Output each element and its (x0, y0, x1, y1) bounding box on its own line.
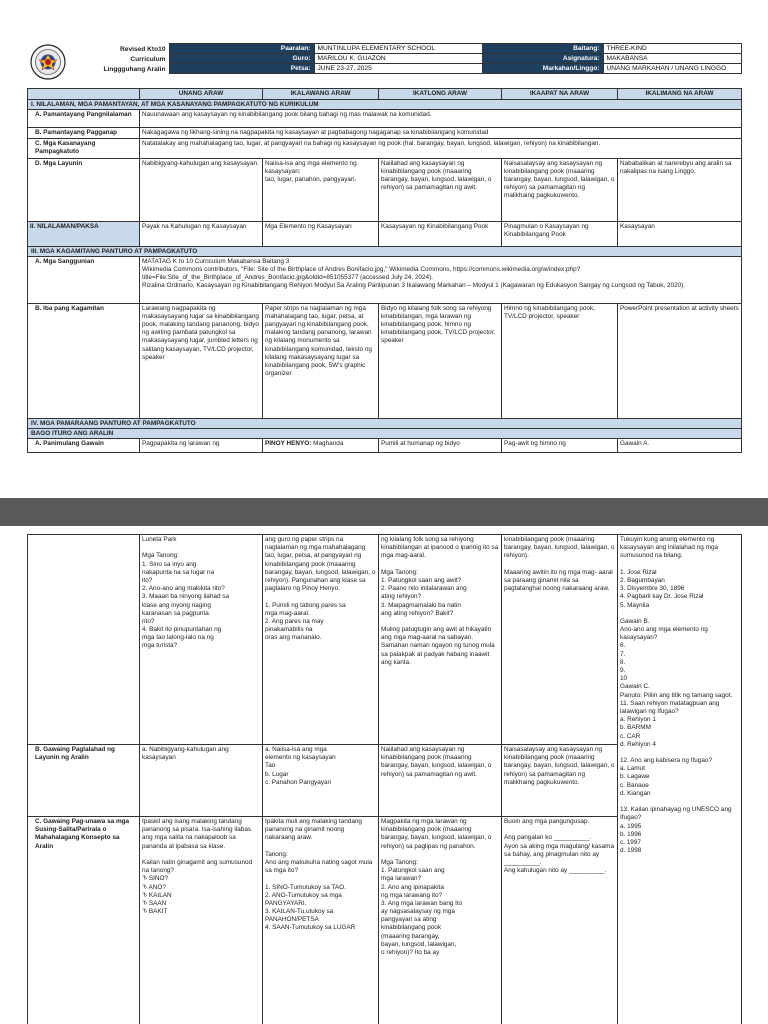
asignatura-label: Asignatura: (482, 54, 603, 64)
lesson-table-page-2 (27, 534, 742, 1024)
paglalahad-day-1: a. Nabibigyang-kahulugan ang kasaysayan (140, 745, 263, 817)
pag-unawa-day-3: Magpakita ng mga larawan ng kinabibilangang pook (maaaring barangay, bayan, lungsod, lalawigan, o rehiyon) sa paglipas ng panahon. Mga Tanong: 1. Patungkol saan ang mga larawan? 2. Ano ang ipinapakita ng mga larawang ito? 3. Ang mga larawan bang ito ay nagsasalaysay ng mga pangyayari sa ating kinabibilangang pook (maaaring barangay, bayan, lungsod, lalawigan, o rehiyon)? Ito ba ay (379, 817, 502, 1024)
page-1 (0, 0, 768, 498)
asignatura-value: MAKABANSA (603, 54, 741, 64)
section-4-heading: IV. MGA PAMARAANG PANTURO AT PAMPAGKATUTO (28, 418, 742, 428)
page-2 (0, 526, 768, 1024)
pamantayang-pagganap-label: B. Pamantayang Pagganap (28, 128, 140, 139)
curriculum-title-2: Curriculum (130, 55, 166, 63)
kagamitan-day-4: Himno ng kinabibilangang pook, TV/LCD projector, speaker (502, 303, 618, 418)
curriculum-title-3: Linggguhang Aralin (103, 65, 166, 73)
panimula-day-1: Pagpapakita ng larawan ng (140, 438, 263, 452)
curriculum-title-1: Revised Kto10 (120, 45, 166, 53)
pag-unawa-day-4: Buoin ang mga pangungusap. Ang pangalan ko __________. Ayon sa aking mga magulang/ kasama sa bahay, ang pinagmulan nito ay __________. Ang kahulugan nito ay __________. (502, 817, 618, 1024)
pamantayang-pagganap-text: Nakagagawa ng likhang-sining na nagpapakita ng kasaysayan at pagbabagong nagaganap sa kinabibilangang komunidad (140, 128, 742, 139)
paksa-day-3: Kasaysayan ng Kinabibilangang Pook (379, 221, 502, 246)
paaralan-value: MUNTINLUPA ELEMENTARY SCHOOL (314, 44, 482, 54)
section-3-heading: III. MGA KAGAMITANG PANTURO AT PAMPAGKATUTO (28, 246, 742, 256)
pag-unawa-day-2: Ipakita muli ang malaking tandang pananong na ginamit noong nakaraang araw. Tanong: Ano ang makukuha nating sagot mula sa mga ito? 1. SINO-Tumutukoy sa TAO. 2. ANO-Tumutukoy sa mga PANGYAYARI. 3. KAILAN-Tu,utukoy sa PANAHON/PETSA 4. SAAN-Tumutukoy sa LUGAR (263, 817, 379, 1024)
pag-unawa-label: C. Gawaing Pag-unawa sa mga Susing-Salita/Parirala o Mahahalagang Konsepto sa Aralin (28, 817, 140, 1024)
panimula-day-4: Pag-awit ng himno ng (502, 438, 618, 452)
panimula-day-2: PINOY HENYO: Maghanda (263, 438, 379, 452)
continued-day-1: Luneta Park Mga Tanong: 1. Sino sa inyo ang nakapunta na sa lugar na ito? 2. Ano-ano ang makikita rito? 3. Maaari ba ninyong ilahad sa klase ang inyong naging karanasan sa pagpunta rito? 4. Bakit ito pinupuntahan ng mga tao lalong-lalo na ng mga turista? (140, 535, 263, 745)
mga-sanggunian-text: MATATAG K to 10 Curriculum Makabansa Baitang 3 Wikimedia Commons contributors, "File: Site of the Birthplace of Andres Bonifacio.jpg," Wikimedia Commons, https://commons.wikimedia.org/w/index.php?title=File:Site_of_the_Birthplace_of_Andres_Bonifacio.jpg&oldid=851055377 (accessed July 24, 2024). Rizalina Ordinario, Kasaysayan ng Kinabibilangang Rehiyon Modyul Sa Araling Panlipunan 3 Ikalawang Markahan – Modyul 1 (Kagawaran ng Edukasyon Sangay ng Lungsod ng Tabuk, 2020). (140, 256, 742, 303)
continued-day-3: ng kilalang folk song sa rehiyong kinabibilangan at ipanood o iparinig ito sa mga mag-aaral. Mga Tanong: 1. Patungkol saan ang awit? 2. Paano nito inilalarawan ang ating rehiyon? 3. Maipagmamalaki ba natin ang ating rehiyon? Bakit? Muling patugtugin ang awit at hikayatin ang mga mag-aaral na sabayan. Samahan naman ngayon ng tunog mula sa palakpak at padyak habang inaawit ang kanta. (379, 535, 502, 745)
petsa-label: Petsa: (169, 64, 314, 74)
guro-value: MARILOU K. GUAZON (314, 54, 482, 64)
paglalahad-day-2: a. Naiisa-isa ang mga elemento ng kasaysayan Tao b. Lugar c. Panahon Pangyayari (263, 745, 379, 817)
paksa-day-1: Payak na Kahulugan ng Kasaysayan (140, 221, 263, 246)
day-4-header: IKAAPAT NA ARAW (502, 89, 618, 100)
markahan-value: UNANG MARKAHAN / UNANG LINGGO (603, 64, 741, 74)
kagamitan-day-3: Bidyo ng kilalang folk song sa rehiyong kinabibilangan, mga larawan ng kinabibilangang pook, himno ng kinabibilangang pook, TV/LCD projector, speaker (379, 303, 502, 418)
mga-sanggunian-label: A. Mga Sanggunian (28, 256, 140, 303)
kagamitan-day-5: PowerPoint presentation at activity sheets (618, 303, 742, 418)
paksa-day-4: Pinagmulan o Kasaysayan ng Kinabibilangang Pook (502, 221, 618, 246)
section-1-heading: I. NILALAMAN, MGA PAMANTAYAN, AT MGA KASANAYANG PAMPAGKATUTO NG KURIKULUM (28, 100, 742, 110)
bago-ituro-heading: BAGO ITURO ANG ARALIN (28, 428, 742, 438)
pamantayang-pangnilalaman-text: Nauunawaan ang kasaysayan ng kinabibilangang pook bilang bahagi ng mas malawak na komunidad. (140, 110, 742, 128)
paaralan-label: Paaralan: (169, 44, 314, 54)
layunin-day-5: Nababalikan at narerebyu ang aralin sa nakalipas na isang Linggo. (618, 158, 742, 221)
nilalaman-paksa-label: II. NILALAMAN/PAKSA (28, 221, 140, 246)
header-table (27, 43, 742, 80)
continued-day-2: ang guro ng paper strips na naglalaman ng mga mahahalagang tao, lugar, petsa, at pangyayari ng kinabibilangang pook (maaaring barangay, bayan, lungsod, lalawigan, o rehiyon). Pangunahan ang klase sa paglalaro ng Pinoy Henyo. 1. Pumili ng tatlong pares sa mga mag-aaral. 2. Ang pares na may pinakamabilis na oras ang mananalo. (263, 535, 379, 745)
iba-pang-kagamitan-label: B. Iba pang Kagamitan (28, 303, 140, 418)
kagamitan-day-1: Larawang nagpapakita ng makasaysayang lugar sa kinabibilangang pook, malaking tandang pananong, bidyo ng awiting pambata patungkol sa makasaysayang lugar, jumbled letters ng salitang kasaysayan, TV/LCD projector, speaker (140, 303, 263, 418)
baitang-value: THREE-KIND (603, 44, 741, 54)
petsa-value: JUNE 23-27, 2025 (314, 64, 482, 74)
mga-layunin-label: D. Mga Layunin (28, 158, 140, 221)
paglalahad-layunin-label: B. Gawaing Paglalahad ng Layunin ng Aralin (28, 745, 140, 817)
baitang-label: Baitang: (482, 44, 603, 54)
markahan-label: Markahan/Linggo: (482, 64, 603, 74)
continued-day-5: Tukuyin kung anong elemento ng kasaysayan ang inilalahad ng mga sumusunod na bilang. 1. Jose Rizal 2. Bagumbayan 3. Disyembre 30, 1896 4. Pagbaril kay Dr. Jose Rizal 5. Maynila Gawain B. Ano-ano ang mga elemento ng kasaysayan? 6. 7. 8. 9. 10 Gawain C. Panuto: Piliin ang titik ng tamang sagot. 11. Saan rehiyon matatagpuan ang lalawigan ng Ifugao? a. Rehiyon 1 b. BARMM c. CAR d. Rehiyon 4 12. Ano ang kabisera ng Ifugao? a. Lamut b. Lagawe c. Banaue d. Kiangan 13. Kailan ipinahayag ng UNESCO ang Ifugao? a. 1995 b. 1996 c. 1997 d. 1998 (618, 535, 742, 1024)
layunin-day-2: Naiisa-isa ang mga elemento ng kasaysayan: tao, lugar, panahon, pangyayari. (263, 158, 379, 221)
paglalahad-day-4: Naisasalaysay ang kasaysayan ng kinabibilangang pook (maaaring barangay, bayan, lungsod, lalawigan, o rehiyon) sa pamamagitan ng malikhaing pagkukuwento. (502, 745, 618, 817)
guro-label: Guro: (169, 54, 314, 64)
paksa-day-5: Kasaysayan (618, 221, 742, 246)
pag-unawa-day-1: Ipaskil ang isang malaking tandang pananong sa pisara. Isa-isahing ilabas ang mga salita na nakapaloob sa pananda at ipabasa sa klase. Kailan natin ginagamit ang sumusunod na tanong? ⮷ SINO? ⮷ ANO? ⮷ KAILAN ⮷ SAAN ⮷ BAKIT (140, 817, 263, 1024)
continued-day-4: kinabibilangang pook (maaaring barangay, bayan, lungsod, lalawigan, o rehiyon). Maaaring awitin ito ng mga mag- aaral sa paraang ginamit nila sa pagtatanghal noong nakaraang araw. (502, 535, 618, 745)
layunin-day-1: Nabibigyang-kahulugan ang kasaysayan. (140, 158, 263, 221)
panimula-day-3: Pumili at humanap ng bidyo (379, 438, 502, 452)
day-1-header: UNANG ARAW (140, 89, 263, 100)
layunin-day-4: Naisasalaysay ang kasaysayan ng kinabibilangang pook (maaaring barangay, bayan, lungsod, lalawigan, o rehiyon) sa pamamagitan ng malikhaing pagkukuwento. (502, 158, 618, 221)
day-5-header: IKALIMANG NA ARAW (618, 89, 742, 100)
kasanayang-pampagkatuto-label: C. Mga Kasanayang Pampagkatuto (28, 139, 140, 158)
day-3-header: IKATLONG ARAW (379, 89, 502, 100)
layunin-day-3: Naiilahad ang kasaysayan ng kinabibilangang pook (maaaring barangay, bayan, lungsod, lalawigan, o rehiyon) sa pamamagitan ng awit. (379, 158, 502, 221)
pamantayang-pangnilalaman-label: A. Pamantayang Pangnilalaman (28, 110, 140, 128)
kagamitan-day-2: Paper strips na naglalaman ng mga mahahalagang tao, lugar, petsa, at pangyayari ng kinabibilangang pook, malaking tandang pananong, larawan ng kilalang monumento sa kinabibilangang komunidad, teksto ng kilalang makasaysayang lugar sa kinabibilangang pook, 5W's graphic organizer (263, 303, 379, 418)
day-2-header: IKALAWANG ARAW (263, 89, 379, 100)
paksa-day-2: Mga Elemento ng Kasaysayan (263, 221, 379, 246)
paglalahad-day-3: Naiilahad ang kasaysayan ng kinabibilangang pook (maaaring barangay, bayan, lungsod, lalawigan, o rehiyon) sa pamamagitan ng awit. (379, 745, 502, 817)
lesson-table-page-1 (27, 88, 742, 453)
panimula-day-5: Gawain A. (618, 438, 742, 452)
kasanayang-pampagkatuto-text: Natatalakay ang mahahalagang tao, lugar, at pangyayari na bahagi ng kasaysayan ng pook (hal. barangay, bayan, lungsod, lalawigan, rehiyon) na kinabibilangan. (140, 139, 742, 158)
panimulang-gawain-label: A. Panimulang Gawain (28, 438, 140, 452)
